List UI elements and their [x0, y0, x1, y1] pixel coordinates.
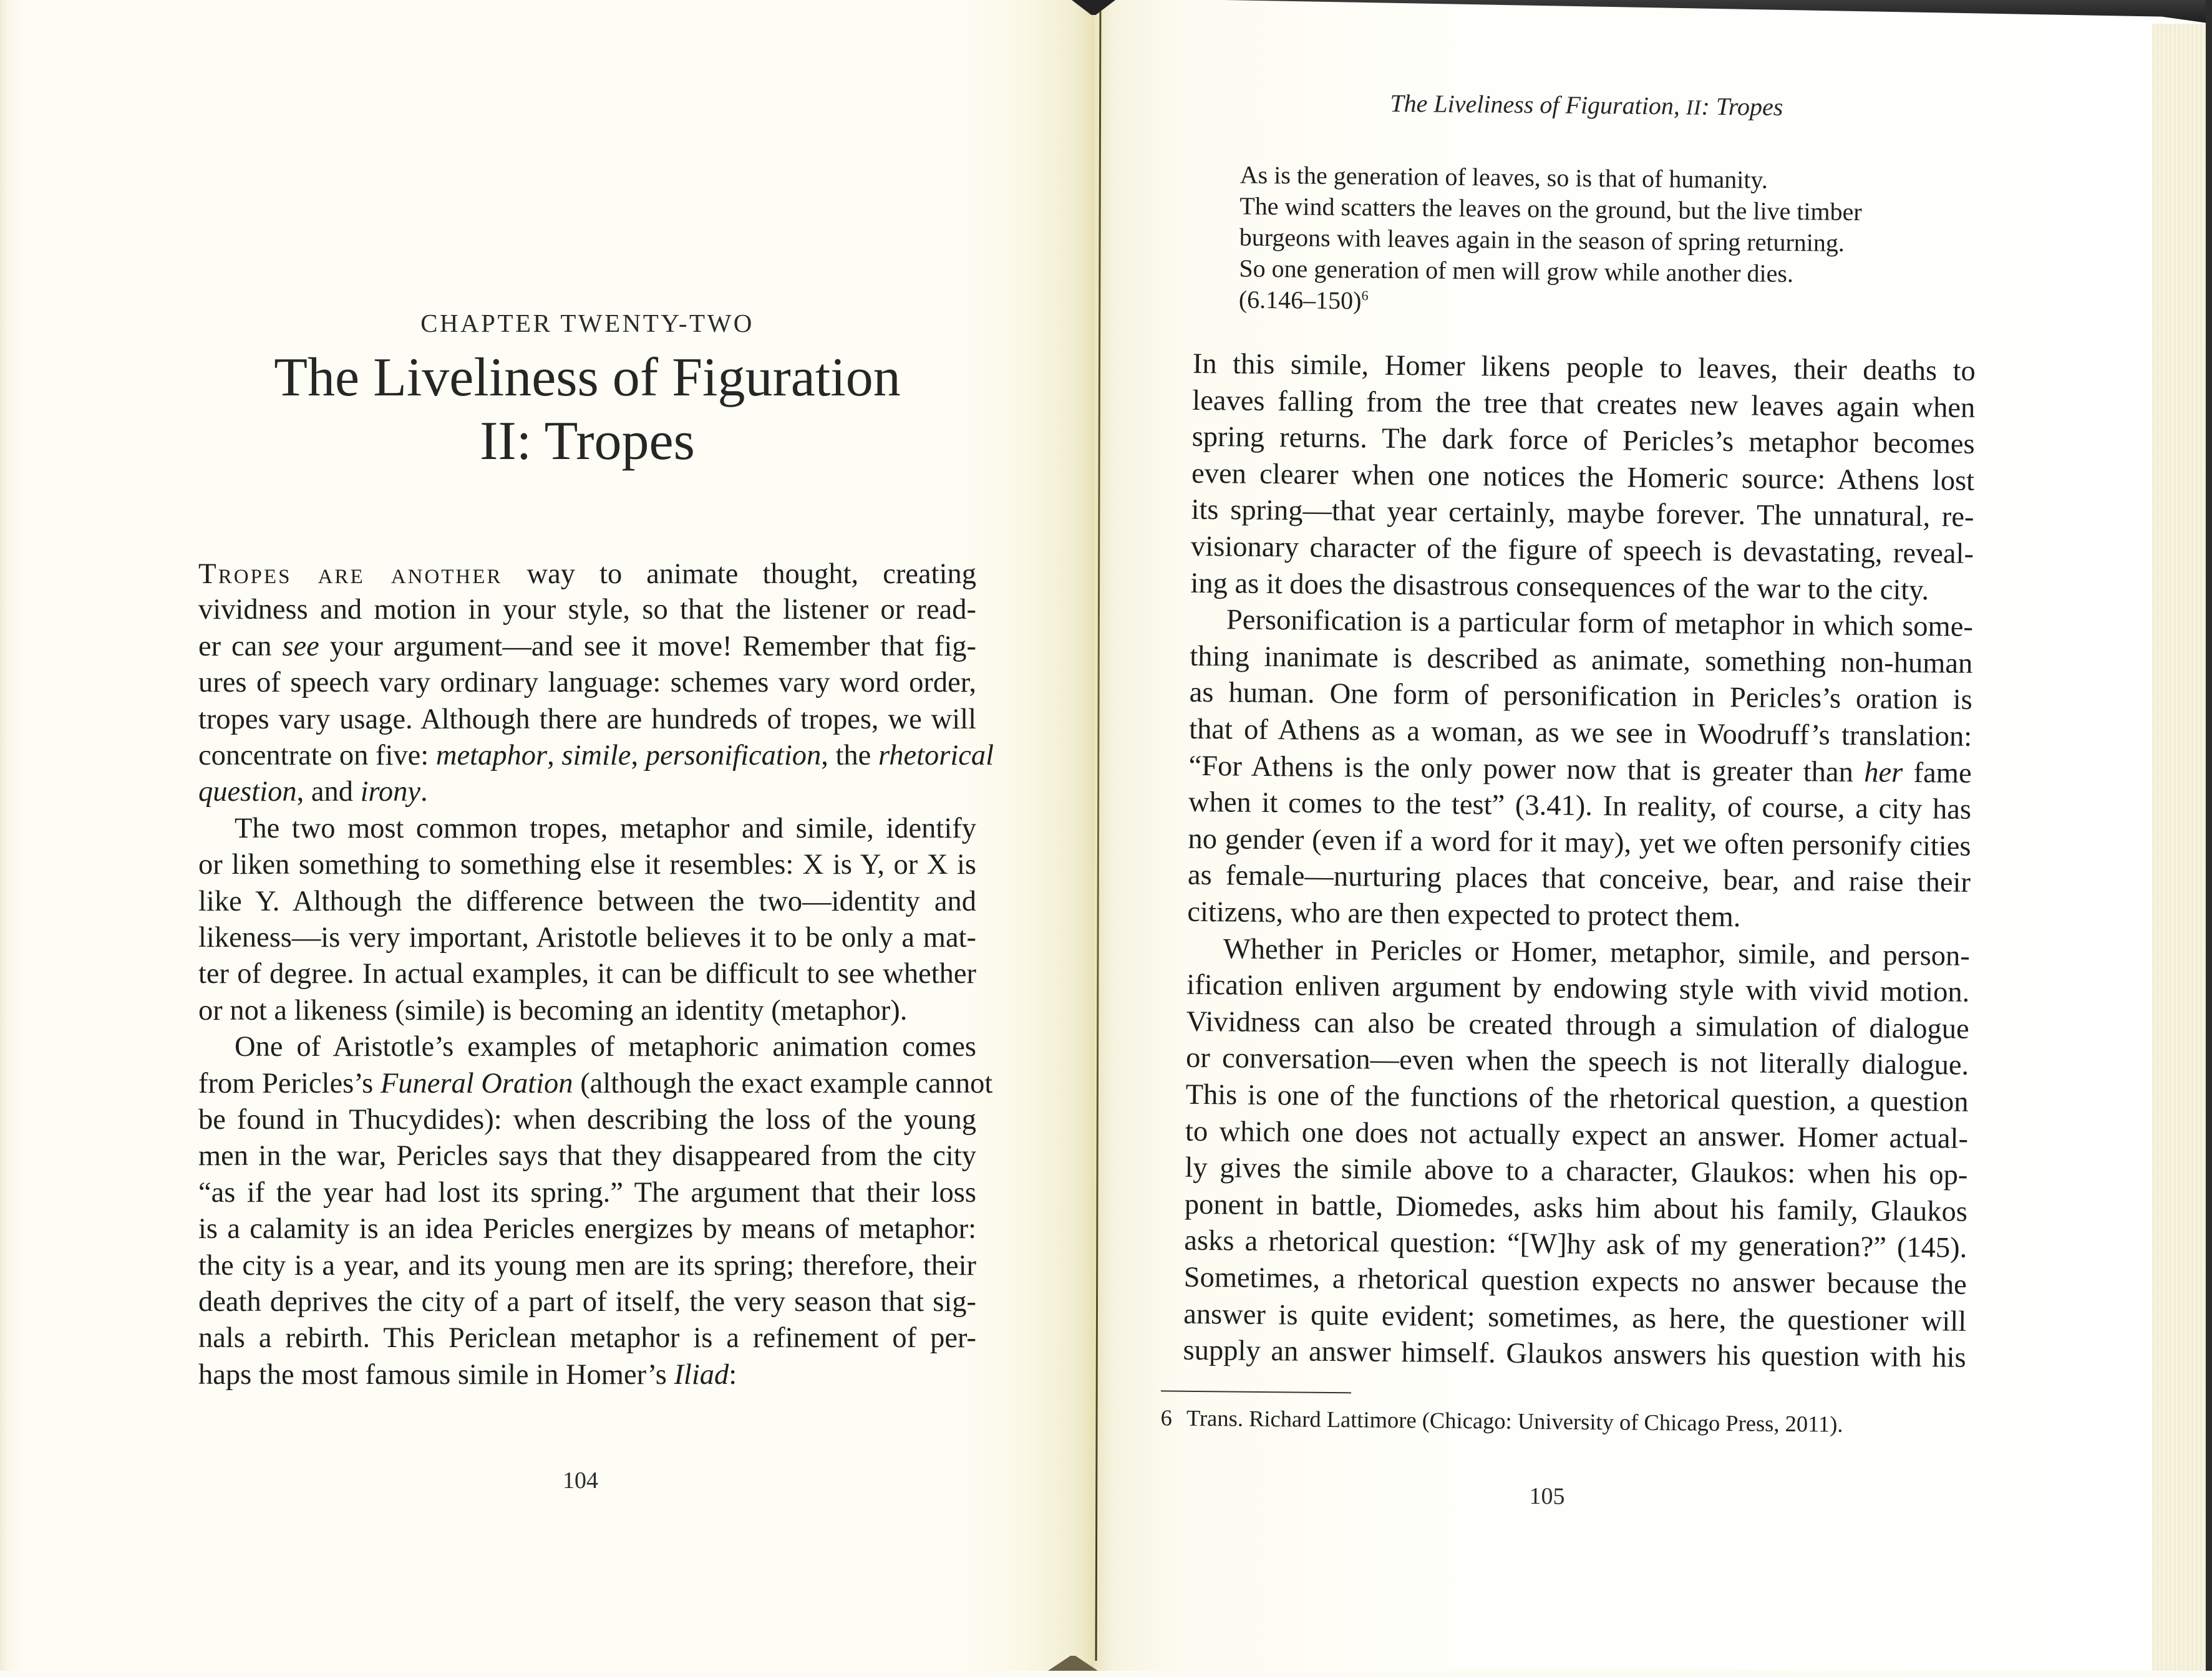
text-run: Personification is a particular form of metaphor in which some-: [1226, 604, 1974, 644]
text-run: its spring—that year certainly, maybe forever. The unnatural, re-: [1191, 494, 1974, 534]
text-run: as female—nurturing places that conceive, bear, and raise their: [1187, 859, 1971, 899]
page-number-left: 104: [563, 1467, 598, 1494]
text-line: [1183, 1300, 1966, 1336]
text-run: “as if the year had lost its spring.” The argument that their loss: [198, 1176, 976, 1209]
verse-line: burgeons with leaves again in the season of spring returning.: [1239, 223, 1845, 257]
text-run: when it comes to the test” (3.41). In reality, of course, a city has: [1188, 786, 1972, 826]
italic-text: question: [198, 776, 297, 808]
text-run: ,: [547, 740, 562, 771]
chapter-title-line-1: The Liveliness of Figuration: [274, 347, 901, 408]
text-run: tropes vary usage. Although there are hundreds of tropes, we will: [198, 703, 976, 735]
running-head-title: The Liveliness of Figuration,: [1390, 89, 1687, 120]
text-run: er can: [198, 630, 283, 662]
text-run: concentrate on five:: [198, 740, 436, 771]
text-line: [1183, 1261, 1967, 1301]
text-run: visionary character of the figure of speech is devastating, reveal-: [1190, 530, 1974, 570]
text-run: ly gives the simile above to a character, Glaukos: when his op-: [1185, 1151, 1968, 1192]
verse-citation: [1239, 285, 1369, 316]
text-run: ification enliven argument by endowing style with vivid motion.: [1186, 969, 1970, 1009]
verse-line: So one generation of men will grow while another dies.: [1239, 254, 1794, 288]
text-run: The two most common tropes, metaphor and simile, identify: [235, 812, 976, 844]
chapter-title-line-2: II: Tropes: [480, 411, 695, 471]
verse-line: The wind scatters the leaves on the ground, but the live timber: [1239, 191, 1862, 226]
text-run: is a calamity is an idea Pericles energizes by means of metaphor:: [198, 1213, 976, 1245]
page-number-right: 105: [1529, 1483, 1565, 1510]
text-run: or not a likeness (simile) is becoming an identity (metaphor).: [198, 994, 908, 1027]
text-run: fame: [1903, 756, 1972, 790]
text-run: asks a rhetorical question: “[W]hy ask of my generation?” (145).: [1184, 1225, 1967, 1265]
text-line: [1192, 347, 1976, 387]
text-run: that of Athens as a woman, as we see in Woodruff’s translation:: [1188, 713, 1972, 753]
small-caps-lead: Tropes are another: [198, 558, 503, 590]
text-run: ing as it does the disastrous consequences of the war to the city.: [1190, 567, 1929, 606]
text-run: to which one does not actually expect an answer. Homer actual-: [1185, 1115, 1969, 1155]
verse-line: As is the generation of leaves, so is that of humanity.: [1239, 160, 1768, 194]
text-line: [1189, 715, 1972, 752]
text-run: supply an answer himself. Glaukos answers his question with his: [1183, 1334, 1966, 1375]
text-line: [1191, 423, 1974, 460]
text-run: , the: [821, 740, 878, 771]
running-head-numeral: II: [1686, 96, 1702, 120]
running-head-tail: : Tropes: [1701, 92, 1783, 121]
text-run: ponent in battle, Diomedes, asks him about his family, Glaukos: [1184, 1188, 1968, 1228]
text-run: vividness and motion in your style, so that the listener or read-: [198, 594, 976, 626]
text-line: [1188, 752, 1971, 788]
chapter-label: CHAPTER TWENTY-TWO: [420, 309, 754, 337]
text-run: This is one of the functions of the rhetorical question, a question: [1185, 1078, 1969, 1118]
text-run: Vividness can also be created through a simulation of dialogue: [1186, 1005, 1969, 1045]
footnote: [1160, 1404, 1843, 1437]
text-line: [1187, 898, 1740, 932]
text-run: answer is quite evident; sometimes, as here, the questioner will: [1183, 1298, 1967, 1338]
text-run: be found in Thucydides): when describing the loss of the young: [198, 1104, 976, 1136]
text-run: your argument—and see it move! Remember that fig-: [319, 630, 976, 662]
text-run: way to animate thought, creating: [502, 558, 976, 590]
footnote-reference[interactable]: 6: [1361, 288, 1369, 304]
text-run: ter of degree. In actual examples, it can be difficult to see whether: [198, 958, 976, 990]
text-run: no gender (even if a word for it may), yet we often personify cities: [1188, 823, 1971, 863]
italic-text: Iliad: [674, 1358, 729, 1391]
text-run: spring returns. The dark force of Pericles’s metaphor becomes: [1191, 421, 1975, 461]
text-line: [1190, 569, 1929, 605]
text-line: [1186, 1005, 1969, 1045]
text-run: the city is a year, and its young men are its spring; therefore, their: [198, 1249, 976, 1282]
italic-text: see: [282, 630, 319, 662]
italic-text: irony: [360, 776, 421, 808]
text-line: [1191, 457, 1975, 497]
text-run: or liken something to something else it resembles: X is Y, or X is: [198, 849, 976, 881]
italic-text: simile: [561, 740, 631, 771]
text-line: [1188, 861, 1971, 898]
text-line: [1190, 530, 1974, 570]
text-line: [1185, 1151, 1968, 1192]
text-run: nals a rebirth. This Periclean metaphor is a refinement of per-: [198, 1322, 976, 1355]
italic-text: Funeral Oration: [380, 1067, 573, 1099]
text-line: [1191, 496, 1974, 533]
text-line: [1183, 1336, 1966, 1373]
text-line: [1185, 1078, 1969, 1118]
text-line: [1190, 642, 1972, 679]
text-run: thing inanimate is described as animate, something non-human: [1190, 640, 1973, 680]
text-line: [1186, 1044, 1969, 1081]
text-run: ures of speech vary ordinary language: schemes vary word order,: [198, 667, 976, 699]
text-line: [1184, 1188, 1968, 1228]
footnote-divider: [1161, 1390, 1351, 1393]
text-run: likeness—is very important, Aristotle believes it to be only a mat-: [198, 922, 976, 954]
text-run: Whether in Pericles or Homer, metaphor, simile, and person-: [1223, 932, 1971, 972]
text-run: “For Athens is the only power now that is greater than: [1188, 750, 1865, 788]
italic-text: her: [1864, 756, 1903, 789]
text-run: like Y. Although the difference between the two—identity and: [198, 885, 976, 917]
footnote-text: Trans. Richard Lattimore (Chicago: University of Chicago Press, 2011).: [1186, 1404, 1843, 1437]
text-run: haps the most famous simile in Homer’s: [198, 1358, 674, 1391]
text-run: or conversation—even when the speech is not literally dialogue.: [1185, 1042, 1969, 1082]
text-run: as human. One form of personification in Pericles’s oration is: [1189, 677, 1972, 717]
text-line: [1186, 971, 1969, 1008]
running-head: [1195, 87, 1978, 123]
text-line: [1184, 1227, 1967, 1264]
text-line: [1226, 606, 1973, 642]
italic-text: metaphor: [435, 740, 548, 771]
text-line: [1188, 788, 1971, 825]
text-run: ,: [631, 740, 646, 771]
text-run: death deprives the city of a part of itself, the very season that sig-: [198, 1286, 976, 1318]
text-line: [1188, 825, 1971, 862]
text-run: , and: [296, 776, 361, 808]
text-run: even clearer when one notices the Homeric source: Athens lost: [1191, 457, 1975, 497]
text-line: [1190, 679, 1972, 715]
italic-text: personification: [645, 740, 822, 771]
text-line: [1223, 932, 1971, 972]
italic-text: rhetorical: [878, 740, 994, 771]
text-run: In this simile, Homer likens people to leaves, their deaths to: [1192, 347, 1976, 387]
text-run: Sometimes, a rhetorical question expects no answer because the: [1183, 1261, 1967, 1301]
text-run: men in the war, Pericles says that they disappeared from the city: [198, 1140, 976, 1172]
text-line: [1192, 386, 1975, 423]
text-run: .: [420, 776, 428, 808]
text-run: (although the exact example cannot: [573, 1067, 993, 1099]
text-run: citizens, who are then expected to protect them.: [1187, 896, 1741, 934]
verse-citation-text: (6.146–150): [1238, 285, 1362, 315]
footnote-number: 6: [1160, 1404, 1173, 1431]
text-run: from Pericles’s: [198, 1067, 381, 1099]
text-run: leaves falling from the tree that creates new leaves again when: [1192, 384, 1976, 424]
text-line: [1185, 1117, 1968, 1154]
text-run: :: [729, 1358, 737, 1391]
text-run: One of Aristotle’s examples of metaphoric animation comes: [235, 1031, 976, 1063]
